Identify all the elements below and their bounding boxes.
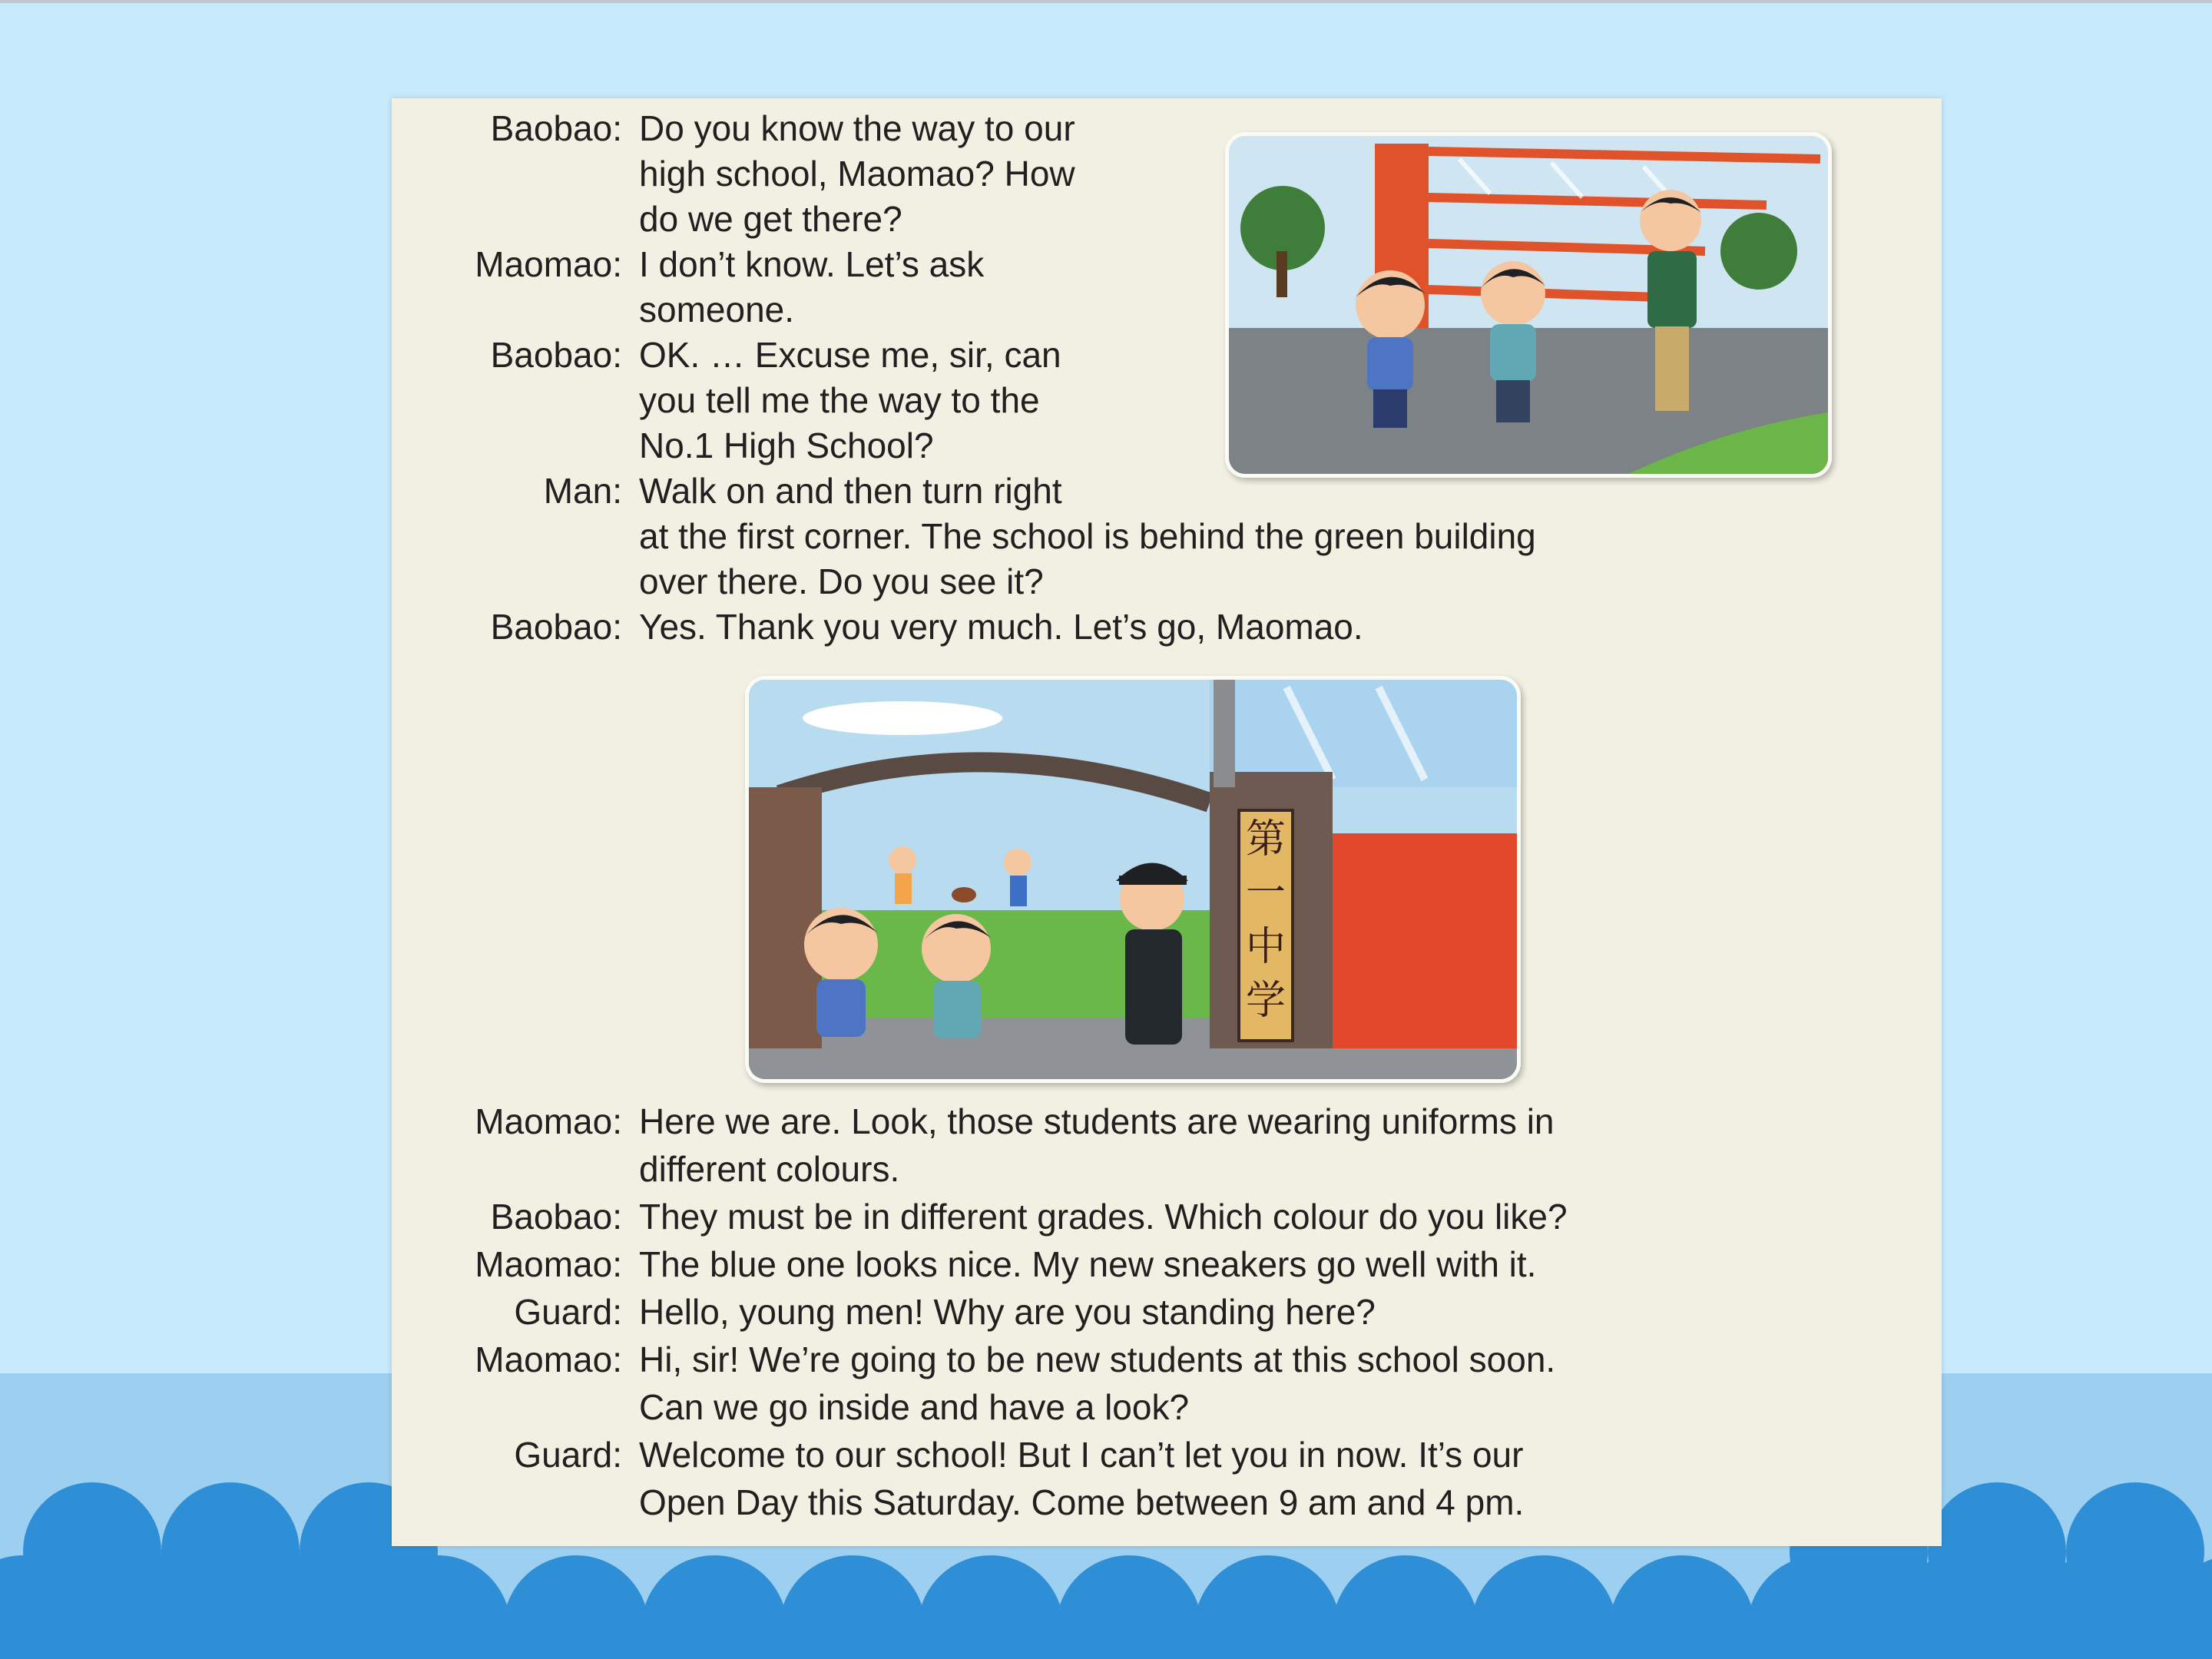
speaker-label: Baobao: (490, 335, 622, 375)
speaker-label: Maomao: (475, 1244, 622, 1284)
illustration-asking-directions (1225, 132, 1832, 478)
speaker-label: Man: (543, 471, 622, 511)
speaker-label: Baobao: (490, 1197, 622, 1237)
line-text: Do you know the way to our (639, 108, 1075, 148)
line-text: Hello, young men! Why are you standing here? (639, 1292, 1376, 1332)
gate-sign-char: 中 (1245, 924, 1286, 970)
illustration-school-gate (745, 676, 1521, 1083)
gate-sign-char: 第 (1245, 816, 1286, 863)
line-text: different colours. (639, 1149, 900, 1189)
speaker-label: Baobao: (490, 108, 622, 148)
speaker-label: Baobao: (490, 607, 622, 647)
line-text: at the first corner. The school is behind the green building (639, 516, 1536, 556)
line-text: Hi, sir! We’re going to be new students at this school soon. (639, 1339, 1556, 1379)
line-text: Yes. Thank you very much. Let’s go, Maomao. (639, 607, 1363, 647)
line-text: They must be in different grades. Which colour do you like? (639, 1197, 1568, 1237)
line-text: Here we are. Look, those students are wearing uniforms in (639, 1101, 1555, 1141)
speaker-label: Guard: (514, 1435, 622, 1475)
gate-sign-char: 学 (1245, 978, 1286, 1024)
textbook-page (392, 98, 1942, 1546)
speaker-label: Guard: (514, 1292, 622, 1332)
line-text: Walk on and then turn right (639, 471, 1062, 511)
speaker-label: Maomao: (475, 244, 622, 284)
speaker-label: Maomao: (475, 1339, 622, 1379)
top-border (0, 0, 2212, 3)
line-text: I don’t know. Let’s ask (639, 244, 985, 284)
line-text: over there. Do you see it? (639, 561, 1044, 601)
line-text: Open Day this Saturday. Come between 9 am and 4 pm. (639, 1482, 1525, 1522)
line-text: No.1 High School? (639, 426, 934, 465)
line-text: high school, Maomao? How (639, 154, 1075, 194)
line-text: Welcome to our school! But I can’t let you in now. It’s our (639, 1435, 1524, 1475)
line-text: Can we go inside and have a look? (639, 1387, 1190, 1427)
line-text: The blue one looks nice. My new sneakers go well with it. (639, 1244, 1537, 1284)
gate-sign-char: 一 (1245, 870, 1286, 916)
line-text: do we get there? (639, 199, 902, 239)
line-text: you tell me the way to the (639, 380, 1040, 420)
line-text: OK. … Excuse me, sir, can (639, 335, 1061, 375)
line-text: someone. (639, 290, 795, 329)
speaker-label: Maomao: (475, 1101, 622, 1141)
